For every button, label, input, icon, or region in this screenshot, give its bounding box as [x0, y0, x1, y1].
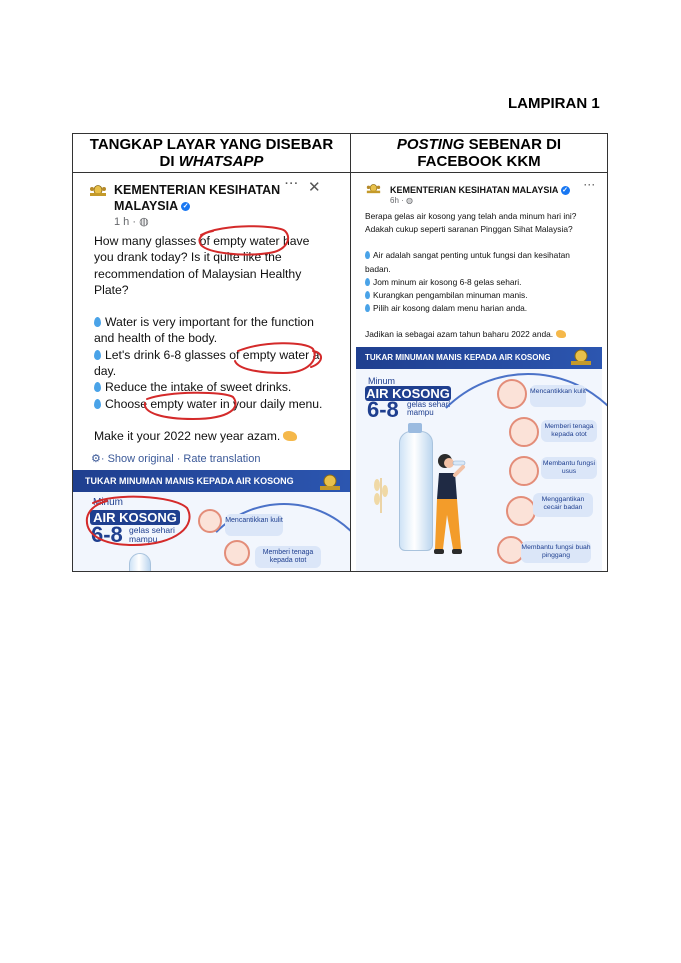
body-fluid-icon: [506, 496, 536, 526]
ministry-crest-icon: [89, 184, 107, 198]
ministry-crest-icon: [366, 183, 381, 195]
post-author[interactable]: KEMENTERIAN KESIHATAN MALAYSIA ✓: [114, 183, 281, 213]
benefit-skin: Mencantikkan kulit: [225, 514, 283, 536]
post-body: Berapa gelas air kosong yang telah anda minum hari ini? Adakah cukup seperti saranan Pinggan Sihat Malaysia? Air adalah sangat penting untuk fungsi dan kesihatan badan. Jom minum air kosong 6-8 gelas sehari. Kurangkan pengambilan minuman manis. Pilih air kosong dalam menu harian anda. Jadikan ia sebagai azam tahun baharu 2022 anda.: [365, 211, 577, 340]
benefit-muscle: Memberi tenaga kepada otot: [255, 546, 321, 568]
glass-count-caption: gelas sehari mampu: [129, 525, 175, 544]
droplet-icon: [365, 278, 370, 286]
comparison-table: [72, 133, 608, 572]
left-header-line1: TANGKAP LAYAR YANG DISEBAR: [89, 136, 334, 153]
droplet-icon: [94, 317, 101, 327]
post-author[interactable]: KEMENTERIAN KESIHATAN MALAYSIA ✓: [390, 185, 568, 195]
flexed-biceps-icon: [556, 330, 566, 338]
verified-badge-icon: ✓: [562, 187, 568, 195]
attachment-label: LAMPIRAN 1: [508, 95, 600, 112]
muscle-icon: [509, 417, 539, 447]
whatsapp-screenshot: [73, 173, 350, 571]
left-header-line2: DI WHATSAPP: [159, 153, 264, 170]
woman-drinking-illustration: [425, 449, 487, 559]
right-header-line2: FACEBOOK KKM: [417, 153, 541, 170]
minum-text: Minum: [368, 376, 396, 386]
benefit-intestine: Membantu fungsi usus: [541, 457, 597, 479]
facebook-post: [351, 173, 607, 571]
droplet-icon: [94, 399, 101, 409]
globe-icon: ◍: [139, 216, 149, 228]
globe-icon: ◍: [406, 196, 413, 205]
right-column-header: [351, 136, 607, 170]
translation-links[interactable]: ⚙· Show original · Rate translation: [91, 453, 261, 465]
post-time: 6h · ◍: [390, 196, 413, 205]
air-kosong-title: AIR KOSONG: [90, 510, 180, 525]
infographic-banner: TUKAR MINUMAN MANIS KEPADA AIR KOSONG: [73, 470, 350, 492]
muscle-icon: [224, 540, 250, 566]
close-icon[interactable]: ✕: [308, 179, 321, 196]
benefit-skin: Mencantikkan kulit: [530, 385, 586, 407]
right-header-line1: POSTING SEBENAR DI: [396, 136, 562, 153]
glass-count-caption: gelas sehari mampu: [407, 400, 451, 418]
benefit-muscle: Memberi tenaga kepada otot: [541, 420, 597, 442]
bottle-cap: [408, 423, 422, 433]
post-time: 1 h · ◍: [114, 216, 149, 228]
face-skin-icon: [198, 509, 222, 533]
post-body: How many glasses of empty water have you drank today? Is it quite like the recommendation of Malaysian Healthy Plate? Water is very important for the function and health of the body. Let's drink 6-8 glasses of empty water a day. Reduce the intake of sweet drinks. Choose empty water in your daily menu. Make it your 2022 new year azam.: [94, 234, 323, 443]
air-kosong-title: AIR KOSONG: [366, 386, 450, 401]
infographic-banner: TUKAR MINUMAN MANIS KEPADA AIR KOSONG: [356, 347, 602, 369]
water-bottle-image: [129, 553, 151, 571]
verified-badge-icon: ✓: [182, 203, 189, 211]
glass-count: 6-8: [367, 397, 399, 422]
droplet-icon: [94, 382, 101, 392]
more-options-icon[interactable]: ···: [584, 180, 596, 190]
droplet-icon: [365, 251, 370, 259]
ministry-seal-icon: [569, 347, 593, 367]
ministry-seal-icon: [318, 472, 342, 492]
droplet-icon: [94, 350, 101, 360]
gear-icon: ⚙: [91, 453, 101, 465]
flexed-biceps-icon: [283, 431, 297, 441]
benefit-body-fluid: Menggantikan cecair badan: [533, 493, 593, 517]
left-column-header: [73, 136, 350, 170]
minum-text: Minum: [93, 497, 124, 508]
face-skin-icon: [497, 379, 527, 409]
intestine-icon: [509, 456, 539, 486]
glass-count: 6-8: [91, 522, 123, 547]
more-options-icon[interactable]: ···: [285, 178, 299, 190]
droplet-icon: [365, 304, 370, 312]
droplet-icon: [365, 291, 370, 299]
wheat-decoration: [366, 473, 396, 513]
benefit-kidney: Membantu fungsi buah pinggang: [521, 541, 591, 563]
